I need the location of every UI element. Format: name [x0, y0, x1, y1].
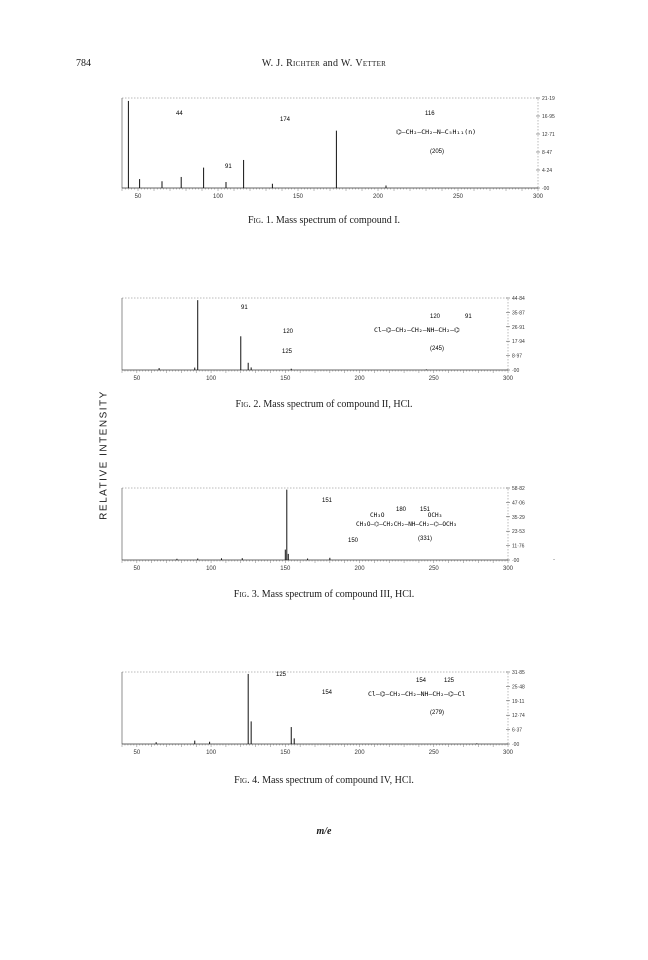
- x-tick-label: 250: [428, 750, 439, 756]
- y-tick-label: 6·37: [512, 727, 523, 734]
- fig4-molecular-ion: (279): [430, 710, 445, 716]
- figure-4-label: Fig. 4.: [234, 775, 260, 786]
- y-tick-label: 47·06: [512, 500, 525, 507]
- x-tick-label: 200: [354, 566, 365, 572]
- y-tick-label: ·00: [512, 558, 520, 564]
- y-tick-label: 44·84: [512, 296, 525, 302]
- y-tick-label: 25·48: [512, 684, 525, 691]
- x-tick-label: 150: [280, 750, 291, 756]
- figure-3-label: Fig. 3.: [233, 589, 260, 600]
- y-tick-label: 17·94: [512, 339, 525, 346]
- x-tick-label: 300: [502, 376, 514, 382]
- x-tick-label: 100: [206, 750, 217, 756]
- y-tick-label: 11·76: [512, 543, 525, 550]
- figure-1-label: Fig. 1.: [247, 215, 274, 226]
- x-tick-label: 100: [206, 566, 217, 572]
- x-tick-label: 50: [133, 750, 141, 756]
- author-2-initials: W.: [340, 58, 353, 69]
- author-conjunction: and: [322, 58, 339, 69]
- fig2-structure: Cl–⌬–CH₂–CH₂–NH–CH₂–⌬: [374, 326, 460, 334]
- chart-frame: [122, 98, 538, 188]
- y-tick-label: 21·19: [542, 96, 555, 102]
- x-tick-label: 250: [452, 194, 464, 200]
- y-tick-label: 12·74: [512, 713, 525, 720]
- fig2-peak-label-125: 125: [282, 349, 293, 355]
- author-1-initials: W. J.: [261, 58, 284, 69]
- x-tick-label: 250: [428, 566, 439, 572]
- y-tick-label: 26·91: [512, 324, 525, 331]
- y-tick-label: 31·85: [512, 670, 525, 676]
- figure-4-caption: [0, 775, 648, 786]
- author-1-surname: Richter: [286, 58, 321, 69]
- figure-2-label: Fig. 2.: [235, 399, 261, 410]
- fig2-peak-label-91: 91: [241, 305, 248, 311]
- figure-2-caption-text: Mass spectrum of compound II, HCl.: [263, 399, 413, 410]
- x-tick-label: 150: [292, 194, 304, 200]
- y-tick-label: 8·97: [512, 353, 523, 360]
- x-tick-label: 50: [133, 376, 141, 382]
- x-tick-label: 200: [372, 194, 384, 200]
- running-head: [0, 58, 648, 69]
- fig1-peak-label-116: 116: [425, 111, 435, 117]
- x-tick-label: 300: [502, 750, 514, 756]
- x-tick-label: 300: [502, 566, 514, 572]
- fig1-molecular-ion: (205): [430, 149, 445, 155]
- figure-3-caption: [0, 589, 648, 600]
- fig1-peak-label-91: 91: [225, 164, 232, 170]
- fig4-structure: Cl–⌬–CH₂–CH₂–NH–CH₂–⌬–Cl: [368, 690, 466, 698]
- x-tick-label: 200: [354, 750, 365, 756]
- y-tick-label: 4·24: [542, 168, 553, 174]
- y-tick-label: 35·29: [512, 514, 525, 521]
- fig1-peak-label-174: 174: [280, 117, 291, 123]
- y-tick-label: 35·87: [512, 310, 525, 317]
- x-tick-label: 50: [133, 566, 141, 572]
- figure-1-caption-text: Mass spectrum of compound I.: [275, 215, 401, 226]
- x-tick-label: 200: [354, 376, 365, 382]
- author-2-surname: Vetter: [355, 58, 387, 69]
- x-tick-label: 100: [206, 376, 217, 382]
- y-tick-label: 58·82: [512, 486, 525, 492]
- x-tick-label: 100: [212, 194, 224, 200]
- y-tick-label: 19·11: [512, 698, 525, 705]
- figure-3-spectrum: [0, 474, 648, 584]
- x-tick-label: 150: [280, 376, 291, 382]
- figure-2-caption: [0, 399, 648, 410]
- fig3-structure-label-151: 151: [420, 507, 431, 513]
- fig3-structure-label-180: 180: [396, 507, 407, 513]
- figure-2-spectrum: [0, 284, 648, 394]
- y-tick-label: 23·53: [512, 529, 525, 536]
- y-tick-label: ·00: [542, 186, 550, 192]
- y-tick-label: ·00: [512, 742, 520, 748]
- y-tick-label: ·00: [512, 368, 520, 374]
- y-tick-label: 8·47: [542, 150, 553, 156]
- fig3-structure: CH₃O–⌬–CH₂CH₂–NH–CH₂–⌬–OCH₃: [356, 521, 457, 528]
- figure-4-spectrum: [0, 658, 648, 768]
- figure-1-spectrum: [0, 84, 648, 214]
- x-axis-label: m/e: [316, 826, 332, 837]
- fig2-structure-label-91: 91: [465, 314, 472, 320]
- fig3-molecular-ion: (331): [418, 536, 433, 542]
- fig4-structure-label-154: 154: [416, 678, 427, 684]
- x-tick-label: 250: [428, 376, 439, 382]
- figure-4-caption-text: Mass spectrum of compound IV, HCl.: [262, 775, 414, 786]
- fig4-structure-label-125: 125: [444, 678, 455, 684]
- fig3-peak-label-150: 150: [348, 538, 359, 544]
- chart-frame: [122, 298, 508, 370]
- figure-3-caption-text: Mass spectrum of compound III, HCl.: [261, 589, 415, 600]
- y-tick-label: 12·71: [542, 132, 555, 138]
- y-tick-label: 16·95: [542, 114, 555, 120]
- x-tick-label: 50: [134, 194, 142, 200]
- fig2-structure-label-120: 120: [430, 314, 441, 320]
- x-tick-label: 300: [532, 194, 544, 200]
- fig4-peak-label-154: 154: [322, 690, 333, 696]
- page-number: 784: [76, 58, 91, 69]
- fig4-peak-label-125: 125: [276, 672, 287, 678]
- fig3-peak-label-151: 151: [322, 498, 333, 504]
- fig3-structure-top: CH₃O OCH₃: [370, 512, 443, 519]
- fig1-structure: ⌬–CH₂–CH₂–N–C₅H₁₁(n): [396, 128, 477, 136]
- y-axis-label: RELATIVE INTENSITY: [98, 390, 110, 520]
- fig1-peak-label-44: 44: [176, 111, 183, 117]
- x-tick-label: 150: [280, 566, 291, 572]
- fig2-molecular-ion: (245): [430, 346, 445, 352]
- fig2-peak-label-120: 120: [283, 329, 294, 335]
- figure-1-caption: [0, 215, 648, 226]
